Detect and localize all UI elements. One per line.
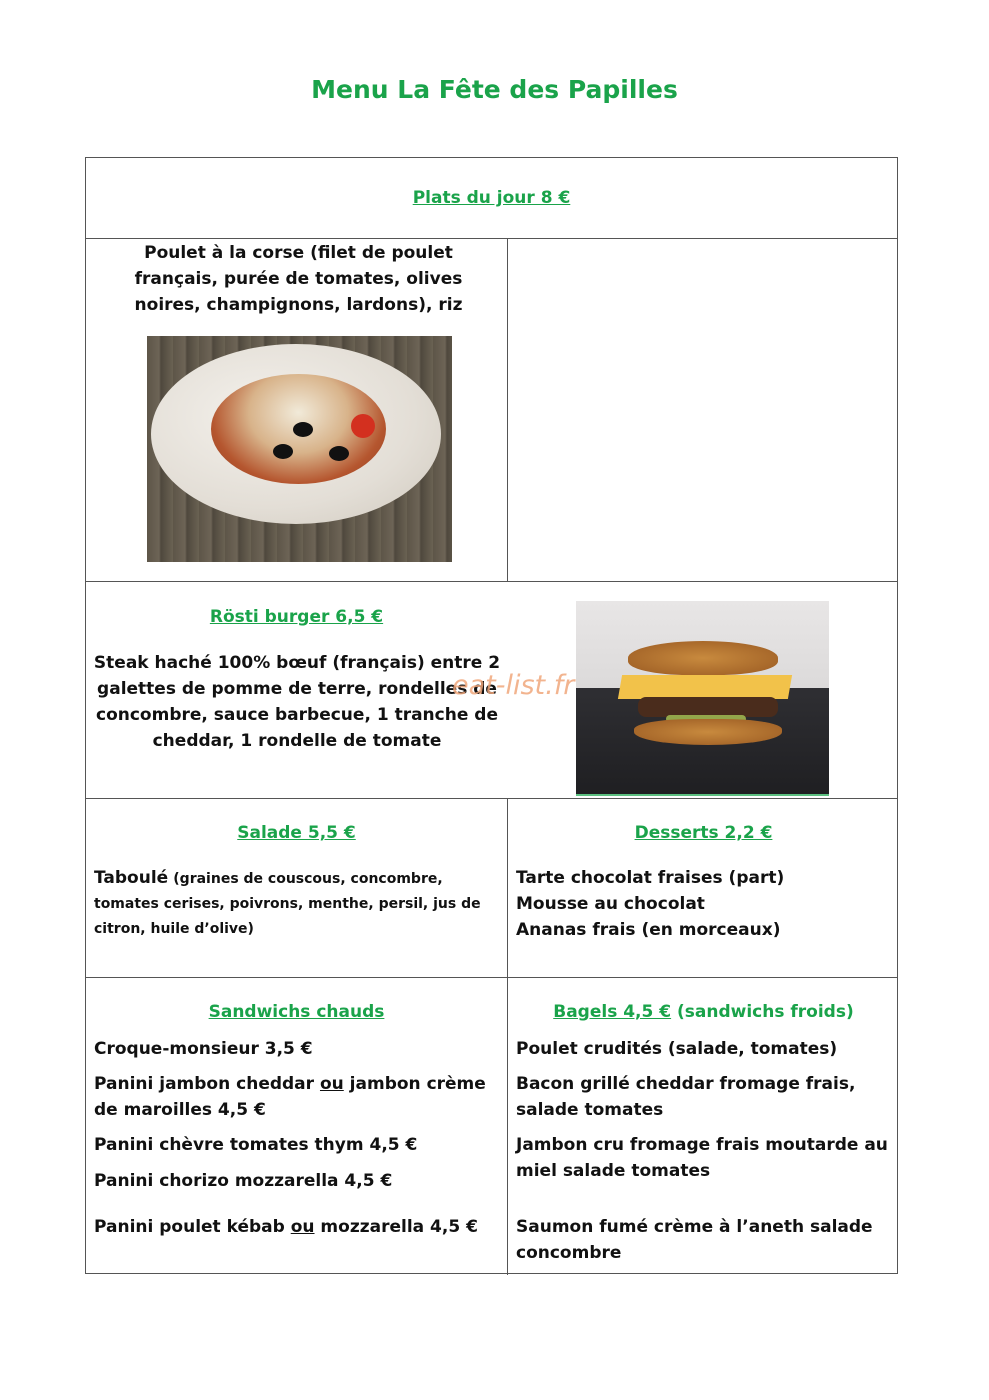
divider xyxy=(507,238,508,581)
salade-block xyxy=(94,865,499,941)
dessert-item: Tarte chocolat fraises (part) xyxy=(516,868,785,888)
dish-photo xyxy=(147,336,452,562)
desserts-title: Desserts 2,2 € xyxy=(634,823,773,843)
salade-name: Taboulé xyxy=(94,868,169,888)
bun-top xyxy=(628,641,778,675)
olive xyxy=(293,422,313,437)
divider xyxy=(86,798,897,799)
rosti-burger-description: Steak haché 100% bœuf (français) entre 2 galettes de pomme de terre, rondelles de concombre, sauce barbecue, 1 tranche de cheddar, 1 rondelle de tomate xyxy=(93,653,501,751)
burger-photo xyxy=(576,601,829,796)
sandwich-item: Croque-monsieur 3,5 € xyxy=(94,1039,313,1059)
bagel-item: Saumon fumé crème à l’aneth salade concombre xyxy=(516,1217,873,1263)
menu-table xyxy=(85,157,898,1274)
sandwich-item: Panini chèvre tomates thym 4,5 € xyxy=(94,1135,418,1155)
bagels-title: Bagels 4,5 € (sandwichs froids) xyxy=(553,1002,854,1022)
salade-details: (graines de couscous, concombre, tomates cerises, poivrons, menthe, persil, jus de citron, huile d’olive) xyxy=(94,871,481,937)
cheese-slice xyxy=(618,675,792,699)
sandwich-item: Panini chorizo mozzarella 4,5 € xyxy=(94,1171,393,1191)
food-image xyxy=(211,374,386,484)
plat-du-jour-dish: Poulet à la corse (filet de poulet français, purée de tomates, olives noires, champignons, lardons), riz xyxy=(134,243,463,315)
olive xyxy=(329,446,349,461)
divider xyxy=(86,977,897,978)
dessert-item: Mousse au chocolat xyxy=(516,894,705,914)
divider xyxy=(86,581,897,582)
bagel-item: Jambon cru fromage frais moutarde au miel salade tomates xyxy=(516,1135,888,1181)
salade-title: Salade 5,5 € xyxy=(237,823,356,843)
plats-du-jour-title: Plats du jour 8 € xyxy=(412,188,571,208)
watermark: eat-list.fr xyxy=(452,670,575,701)
divider xyxy=(507,798,508,1275)
page-title: Menu La Fête des Papilles xyxy=(311,75,678,104)
dessert-item: Ananas frais (en morceaux) xyxy=(516,920,781,940)
bagel-item: Bacon grillé cheddar fromage frais, salade tomates xyxy=(516,1074,856,1120)
bagel-item: Poulet crudités (salade, tomates) xyxy=(516,1039,838,1059)
olive xyxy=(273,444,293,459)
patty xyxy=(638,697,778,717)
rosti-burger-title: Rösti burger 6,5 € xyxy=(209,607,384,627)
divider xyxy=(86,238,897,239)
tomato-slice xyxy=(351,414,375,438)
sandwich-item: Panini poulet kébab ou mozzarella 4,5 € xyxy=(94,1217,478,1237)
bun-bottom xyxy=(634,719,782,745)
sandwich-item: Panini jambon cheddar ou jambon crème de maroilles 4,5 € xyxy=(94,1074,486,1120)
plate-image xyxy=(151,344,441,524)
sandwichs-chauds-title: Sandwichs chauds xyxy=(208,1002,385,1022)
